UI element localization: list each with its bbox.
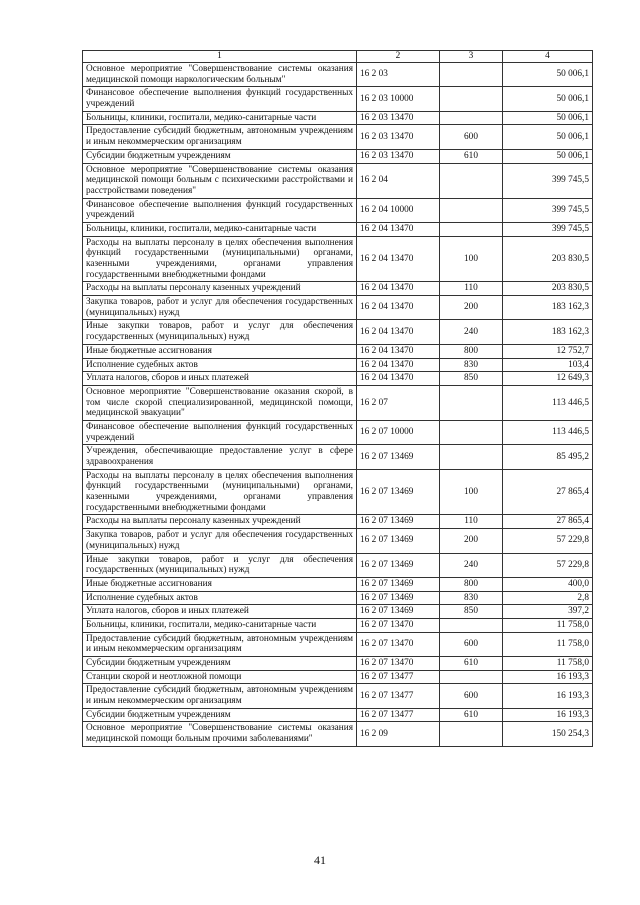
- table-row: [83, 529, 593, 553]
- row-amount: 399 745,5: [503, 222, 593, 236]
- row-name: Финансовое обеспечение выполнения функций государственных учреждений: [83, 87, 357, 111]
- header-col-1: 1: [83, 51, 357, 63]
- header-col-4: 4: [503, 51, 593, 63]
- row-type: 830: [440, 358, 503, 372]
- row-type: [440, 222, 503, 236]
- table-row: [83, 553, 593, 577]
- row-amount: 50 006,1: [503, 63, 593, 87]
- row-code: 16 2 07 13469: [357, 605, 440, 619]
- table-row: [83, 632, 593, 656]
- row-type: [440, 385, 503, 420]
- row-amount: 183 162,3: [503, 320, 593, 344]
- row-amount: 27 865,4: [503, 469, 593, 515]
- row-name: Иные закупки товаров, работ и услуг для обеспечения государственных (муниципальных) нужд: [83, 320, 357, 344]
- row-code: 16 2 04: [357, 163, 440, 198]
- row-name: Расходы на выплаты персоналу в целях обеспечения выполнения функций государственными (муниципальными) органами, казенными учреждениями, органами управления государственными внебюджетными фондами: [83, 236, 357, 282]
- row-amount: 11 758,0: [503, 657, 593, 671]
- row-name: Больницы, клиники, госпитали, медико-санитарные части: [83, 618, 357, 632]
- row-type: 110: [440, 515, 503, 529]
- row-name: Основное мероприятие "Совершенствование оказания скорой, в том числе скорой специализированной, медицинской помощи, медицинской эвакуации": [83, 385, 357, 420]
- row-amount: 183 162,3: [503, 296, 593, 320]
- table-row: [83, 722, 593, 746]
- row-name: Предоставление субсидий бюджетным, автономным учреждениям и иным некоммерческим организациям: [83, 632, 357, 656]
- row-type: [440, 445, 503, 469]
- row-code: 16 2 04 13470: [357, 344, 440, 358]
- row-code: 16 2 04 13470: [357, 222, 440, 236]
- row-name: Субсидии бюджетным учреждениям: [83, 149, 357, 163]
- row-code: 16 2 04 10000: [357, 198, 440, 222]
- header-row: [83, 51, 593, 63]
- row-code: 16 2 07 13477: [357, 708, 440, 722]
- row-type: [440, 722, 503, 746]
- row-type: 240: [440, 320, 503, 344]
- table-row: [83, 385, 593, 420]
- row-type: 200: [440, 529, 503, 553]
- table-row: [83, 684, 593, 708]
- row-amount: 27 865,4: [503, 515, 593, 529]
- table-row: [83, 618, 593, 632]
- table-row: [83, 577, 593, 591]
- row-code: 16 2 07 13469: [357, 553, 440, 577]
- row-name: Больницы, клиники, госпитали, медико-санитарные части: [83, 111, 357, 125]
- row-code: 16 2 04 13470: [357, 320, 440, 344]
- row-name: Уплата налогов, сборов и иных платежей: [83, 372, 357, 386]
- table-row: [83, 296, 593, 320]
- row-type: 100: [440, 236, 503, 282]
- row-code: 16 2 04 13470: [357, 236, 440, 282]
- row-name: Учреждения, обеспечивающие предоставление услуг в сфере здравоохранения: [83, 445, 357, 469]
- table-row: [83, 591, 593, 605]
- table-row: [83, 344, 593, 358]
- row-name: Субсидии бюджетным учреждениям: [83, 657, 357, 671]
- row-type: 850: [440, 372, 503, 386]
- row-amount: 50 006,1: [503, 87, 593, 111]
- row-name: Расходы на выплаты персоналу казенных учреждений: [83, 515, 357, 529]
- row-amount: 50 006,1: [503, 111, 593, 125]
- row-name: Субсидии бюджетным учреждениям: [83, 708, 357, 722]
- row-name: Уплата налогов, сборов и иных платежей: [83, 605, 357, 619]
- row-type: 830: [440, 591, 503, 605]
- row-code: 16 2 03 10000: [357, 87, 440, 111]
- row-code: 16 2 07 13477: [357, 684, 440, 708]
- row-amount: 400,0: [503, 577, 593, 591]
- row-type: 240: [440, 553, 503, 577]
- row-name: Закупка товаров, работ и услуг для обеспечения государственных (муниципальных) нужд: [83, 296, 357, 320]
- row-code: 16 2 07 10000: [357, 420, 440, 444]
- header-col-3: 3: [440, 51, 503, 63]
- row-name: Основное мероприятие "Совершенствование системы оказания медицинской помощи наркологическим больным": [83, 63, 357, 87]
- row-amount: 150 254,3: [503, 722, 593, 746]
- table-row: [83, 515, 593, 529]
- table-row: [83, 708, 593, 722]
- row-type: [440, 420, 503, 444]
- table-row: [83, 282, 593, 296]
- row-code: 16 2 04 13470: [357, 282, 440, 296]
- row-amount: 12 752,7: [503, 344, 593, 358]
- table-row: [83, 87, 593, 111]
- row-name: Расходы на выплаты персоналу казенных учреждений: [83, 282, 357, 296]
- row-type: [440, 111, 503, 125]
- row-name: Иные закупки товаров, работ и услуг для обеспечения государственных (муниципальных) нужд: [83, 553, 357, 577]
- row-code: 16 2 03 13470: [357, 149, 440, 163]
- table-row: [83, 222, 593, 236]
- row-code: 16 2 09: [357, 722, 440, 746]
- row-amount: 113 446,5: [503, 420, 593, 444]
- row-code: 16 2 04 13470: [357, 372, 440, 386]
- row-type: 100: [440, 469, 503, 515]
- row-code: 16 2 07 13469: [357, 445, 440, 469]
- row-type: 850: [440, 605, 503, 619]
- row-name: Предоставление субсидий бюджетным, автономным учреждениям и иным некоммерческим организациям: [83, 684, 357, 708]
- row-code: 16 2 07 13469: [357, 469, 440, 515]
- row-type: [440, 63, 503, 87]
- budget-table: [82, 50, 593, 747]
- row-name: Больницы, клиники, госпитали, медико-санитарные части: [83, 222, 357, 236]
- table-row: [83, 111, 593, 125]
- row-amount: 50 006,1: [503, 149, 593, 163]
- table-row: [83, 163, 593, 198]
- row-code: 16 2 07 13469: [357, 515, 440, 529]
- row-type: 800: [440, 344, 503, 358]
- table-row: [83, 469, 593, 515]
- row-code: 16 2 03: [357, 63, 440, 87]
- row-type: [440, 198, 503, 222]
- row-name: Иные бюджетные ассигнования: [83, 577, 357, 591]
- row-name: Станции скорой и неотложной помощи: [83, 670, 357, 684]
- row-amount: 50 006,1: [503, 125, 593, 149]
- row-name: Основное мероприятие "Совершенствование системы оказания медицинской помощи больным прочими заболеваниями": [83, 722, 357, 746]
- row-amount: 113 446,5: [503, 385, 593, 420]
- row-type: 600: [440, 632, 503, 656]
- row-name: Расходы на выплаты персоналу в целях обеспечения выполнения функций государственными (муниципальными) органами, казенными учреждениями, органами управления государственными внебюджетными фондами: [83, 469, 357, 515]
- row-amount: 399 745,5: [503, 198, 593, 222]
- row-name: Финансовое обеспечение выполнения функций государственных учреждений: [83, 198, 357, 222]
- row-amount: 16 193,3: [503, 708, 593, 722]
- row-code: 16 2 03 13470: [357, 125, 440, 149]
- table-row: [83, 236, 593, 282]
- row-amount: 12 649,3: [503, 372, 593, 386]
- row-amount: 16 193,3: [503, 670, 593, 684]
- row-type: [440, 670, 503, 684]
- row-amount: 397,2: [503, 605, 593, 619]
- row-type: 600: [440, 684, 503, 708]
- table-row: [83, 605, 593, 619]
- table-row: [83, 670, 593, 684]
- row-code: 16 2 04 13470: [357, 358, 440, 372]
- row-amount: 16 193,3: [503, 684, 593, 708]
- row-amount: 85 495,2: [503, 445, 593, 469]
- row-type: 110: [440, 282, 503, 296]
- row-code: 16 2 07 13477: [357, 670, 440, 684]
- row-name: Финансовое обеспечение выполнения функций государственных учреждений: [83, 420, 357, 444]
- row-type: [440, 618, 503, 632]
- row-type: [440, 87, 503, 111]
- header-col-2: 2: [357, 51, 440, 63]
- row-name: Исполнение судебных актов: [83, 591, 357, 605]
- table-row: [83, 149, 593, 163]
- row-code: 16 2 03 13470: [357, 111, 440, 125]
- row-amount: 11 758,0: [503, 632, 593, 656]
- row-type: 600: [440, 125, 503, 149]
- row-code: 16 2 07 13469: [357, 591, 440, 605]
- row-type: 610: [440, 657, 503, 671]
- row-amount: 203 830,5: [503, 282, 593, 296]
- row-name: Закупка товаров, работ и услуг для обеспечения государственных (муниципальных) нужд: [83, 529, 357, 553]
- row-name: Предоставление субсидий бюджетным, автономным учреждениям и иным некоммерческим организациям: [83, 125, 357, 149]
- row-code: 16 2 04 13470: [357, 296, 440, 320]
- row-type: 800: [440, 577, 503, 591]
- row-code: 16 2 07 13469: [357, 577, 440, 591]
- row-type: 200: [440, 296, 503, 320]
- table-row: [83, 198, 593, 222]
- row-amount: 203 830,5: [503, 236, 593, 282]
- table-row: [83, 320, 593, 344]
- row-code: 16 2 07 13470: [357, 632, 440, 656]
- row-code: 16 2 07: [357, 385, 440, 420]
- row-type: [440, 163, 503, 198]
- row-amount: 57 229,8: [503, 553, 593, 577]
- table-row: [83, 420, 593, 444]
- table-row: [83, 372, 593, 386]
- table-row: [83, 657, 593, 671]
- row-name: Основное мероприятие "Совершенствование системы оказания медицинской помощи больным с психическими расстройствами и расстройствами поведения": [83, 163, 357, 198]
- row-name: Исполнение судебных актов: [83, 358, 357, 372]
- table-row: [83, 125, 593, 149]
- row-amount: 57 229,8: [503, 529, 593, 553]
- table-row: [83, 63, 593, 87]
- budget-table-body: [83, 51, 593, 747]
- row-code: 16 2 07 13470: [357, 657, 440, 671]
- row-type: 610: [440, 708, 503, 722]
- row-name: Иные бюджетные ассигнования: [83, 344, 357, 358]
- table-row: [83, 358, 593, 372]
- row-code: 16 2 07 13470: [357, 618, 440, 632]
- row-amount: 399 745,5: [503, 163, 593, 198]
- row-code: 16 2 07 13469: [357, 529, 440, 553]
- row-amount: 11 758,0: [503, 618, 593, 632]
- page-number: 41: [314, 853, 326, 867]
- row-amount: 103,4: [503, 358, 593, 372]
- table-row: [83, 445, 593, 469]
- row-amount: 2,8: [503, 591, 593, 605]
- row-type: 610: [440, 149, 503, 163]
